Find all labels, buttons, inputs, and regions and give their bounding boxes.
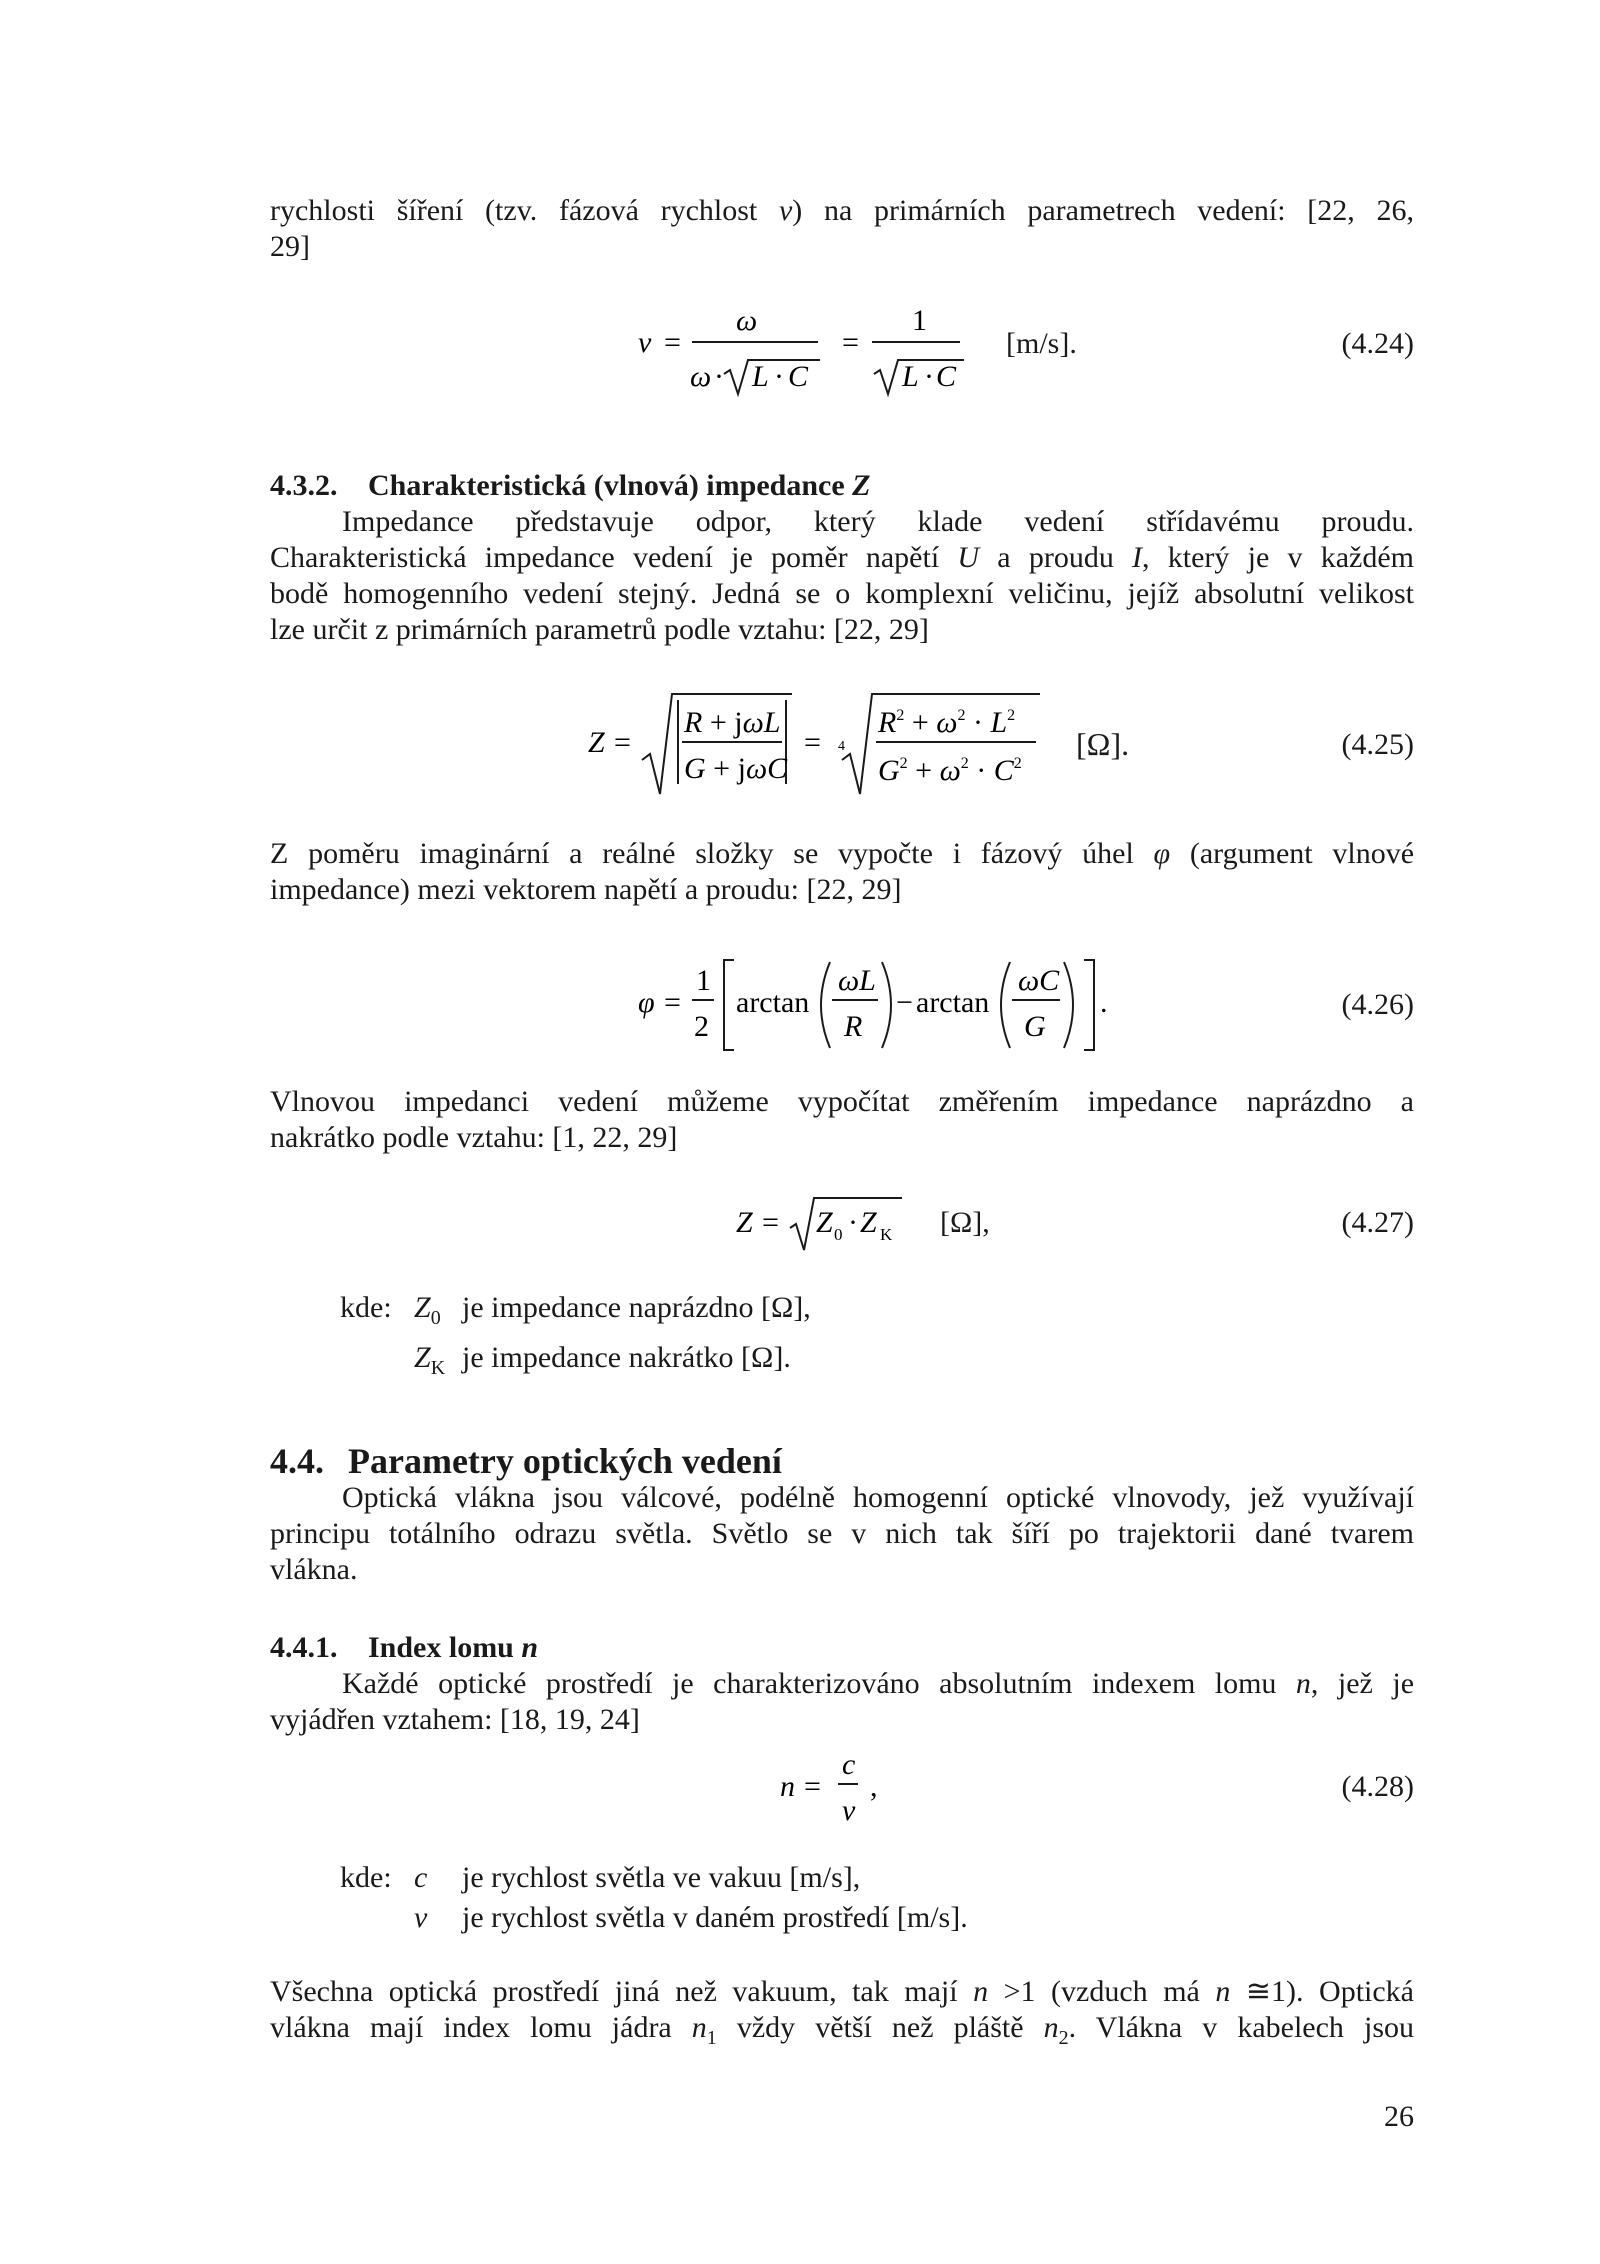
svg-text:ω: ω — [690, 360, 712, 393]
svg-text:·: · — [848, 1206, 858, 1239]
equation-number: (4.28) — [1341, 1770, 1414, 1803]
paragraph-line: bodě homogenního vedení stejný. Jedná se o komplexní veličinu, jejíž absolutní velikost — [270, 577, 1414, 610]
svg-text:·: · — [714, 360, 724, 393]
svg-text:G + jωC: G + jωC — [684, 752, 788, 785]
svg-text:arctan: arctan — [736, 986, 810, 1019]
equation-number: (4.24) — [1341, 327, 1414, 360]
svg-text:C: C — [788, 360, 809, 393]
svg-text:=: = — [804, 726, 821, 759]
equation-4-27 — [730, 1188, 930, 1263]
svg-text:−: − — [896, 986, 913, 1019]
page-number: 26 — [1384, 2100, 1414, 2133]
section-heading-4-3-2: 4.3.2. Charakteristická (vlnová) impedance Z — [270, 469, 871, 502]
paragraph-line: Impedance představuje odpor, který klade vedení střídavému proudu. — [342, 505, 1414, 538]
paragraph-line: Charakteristická impedance vedení je poměr napětí U a proudu I, který je v každém — [270, 541, 1414, 574]
paragraph-line: principu totálního odrazu světla. Světlo se v nich tak šíří po trajektorii dané tvarem — [270, 1517, 1414, 1550]
svg-text:1: 1 — [912, 304, 927, 337]
paragraph-line: Každé optické prostředí je charakterizováno absolutním indexem lomu n, jež je — [342, 1667, 1415, 1700]
equation-4-26 — [630, 950, 1130, 1065]
svg-text:=: = — [614, 726, 631, 759]
equation-number: (4.26) — [1341, 988, 1414, 1021]
svg-text:L: L — [752, 360, 769, 393]
equation-4-25 — [580, 688, 1060, 805]
svg-text:1: 1 — [696, 964, 711, 997]
svg-text:φ: φ — [638, 986, 655, 1019]
svg-text:R: R — [844, 1010, 863, 1043]
svg-text:=: = — [664, 986, 681, 1019]
svg-text:G2 + ω2 · C2: $G^2 + \omega^2 \cdot C^2$ — [878, 754, 1022, 787]
svg-text:=: = — [664, 326, 681, 359]
definition-row: $Z_K$ je impedance nakrátko [Ω]. — [414, 1341, 791, 1379]
svg-text:C: C — [936, 360, 957, 393]
paragraph-line: Z poměru imaginární a reálné složky se vypočte i fázový úhel φ (argument vlnové — [270, 837, 1415, 870]
equation-4-28 — [776, 1744, 896, 1839]
svg-text:Z: Z — [736, 1206, 753, 1239]
svg-text:Z: Z — [860, 1206, 877, 1239]
svg-text:arctan: arctan — [916, 986, 990, 1019]
svg-text:ω: ω — [736, 304, 758, 337]
svg-text:c: c — [842, 1748, 856, 1781]
paragraph-line: lze určit z primárních parametrů podle vztahu: [22, 29] — [270, 613, 929, 646]
svg-text:v: v — [842, 1794, 856, 1827]
svg-text:·: · — [774, 360, 784, 393]
equation-number: (4.27) — [1341, 1206, 1414, 1239]
svg-text:K: K — [880, 1225, 893, 1244]
section-heading-4-4: 4.4. Parametry optických vedení — [270, 1441, 782, 1481]
svg-text:ωL: ωL — [838, 964, 876, 997]
equation-unit: [Ω], — [940, 1206, 990, 1239]
paragraph-line: 29] — [270, 230, 310, 263]
paragraph-line: Všechna optická prostředí jiná než vakuum, tak mají n >1 (vzduch má n ≅1). Optická — [270, 1975, 1415, 2008]
svg-text:=: = — [762, 1206, 779, 1239]
equation-unit: [m/s]. — [1006, 327, 1077, 360]
definition-list — [340, 1858, 968, 1938]
svg-text:=: = — [804, 1770, 821, 1803]
svg-text:v: v — [638, 326, 652, 359]
svg-text:2: 2 — [694, 1010, 709, 1043]
equation-number: (4.25) — [1341, 728, 1414, 761]
definition-row: kde: $Z_0$ je impedance naprázdno [Ω], — [340, 1291, 811, 1329]
paragraph-line: impedance) mezi vektorem napětí a proudu: [22, 29] — [270, 873, 902, 906]
paragraph-line: vlákna. — [270, 1553, 358, 1586]
svg-text:R2 + ω2 · L2: $R^2 + \omega^2 \cdot L^2$ — [878, 706, 1016, 739]
definition-row: v je rychlost světla v daném prostředí [m/s]. — [414, 1901, 968, 1934]
paragraph-line: rychlosti šíření (tzv. fázová rychlost v) na primárních parametrech vedení: [22, 26, — [270, 194, 1414, 227]
svg-text:n: n — [780, 1770, 795, 1803]
svg-text:R + jωL: R + jωL — [684, 706, 781, 739]
section-heading-4-4-1: 4.4.1. Index lomu n — [270, 1631, 539, 1664]
svg-text:.: . — [1100, 986, 1108, 1019]
equation-unit: [Ω]. — [1076, 726, 1130, 762]
svg-text:G: G — [1024, 1010, 1046, 1043]
svg-text:·: · — [924, 360, 934, 393]
svg-text:Z: Z — [588, 726, 605, 759]
svg-text:4: 4 — [838, 739, 845, 754]
svg-text:L: L — [902, 360, 919, 393]
svg-text:ωC: ωC — [1018, 964, 1060, 997]
paragraph-line: Vlnovou impedanci vedení můžeme vypočítat změřením impedance naprázdno a — [270, 1085, 1414, 1118]
definition-list — [340, 1288, 811, 1388]
definition-row: kde: c je rychlost světla ve vakuu [m/s], — [340, 1861, 861, 1894]
paragraph-line: Optická vlákna jsou válcové, podélně homogenní optické vlnovody, jež využívají — [342, 1481, 1414, 1514]
svg-text:Z: Z — [816, 1206, 833, 1239]
svg-text:=: = — [842, 326, 859, 359]
svg-text:,: , — [870, 1770, 878, 1803]
paragraph-line: nakrátko podle vztahu: [1, 22, 29] — [270, 1121, 678, 1154]
paragraph-line: vlákna mají index lomu jádra $n_1$ vždy větší než pláště $n_2$. Vlákna v kabelech jsou — [270, 2011, 1414, 2049]
svg-text:0: 0 — [834, 1225, 843, 1244]
paragraph-line: vyjádřen vztahem: [18, 19, 24] — [270, 1703, 640, 1736]
